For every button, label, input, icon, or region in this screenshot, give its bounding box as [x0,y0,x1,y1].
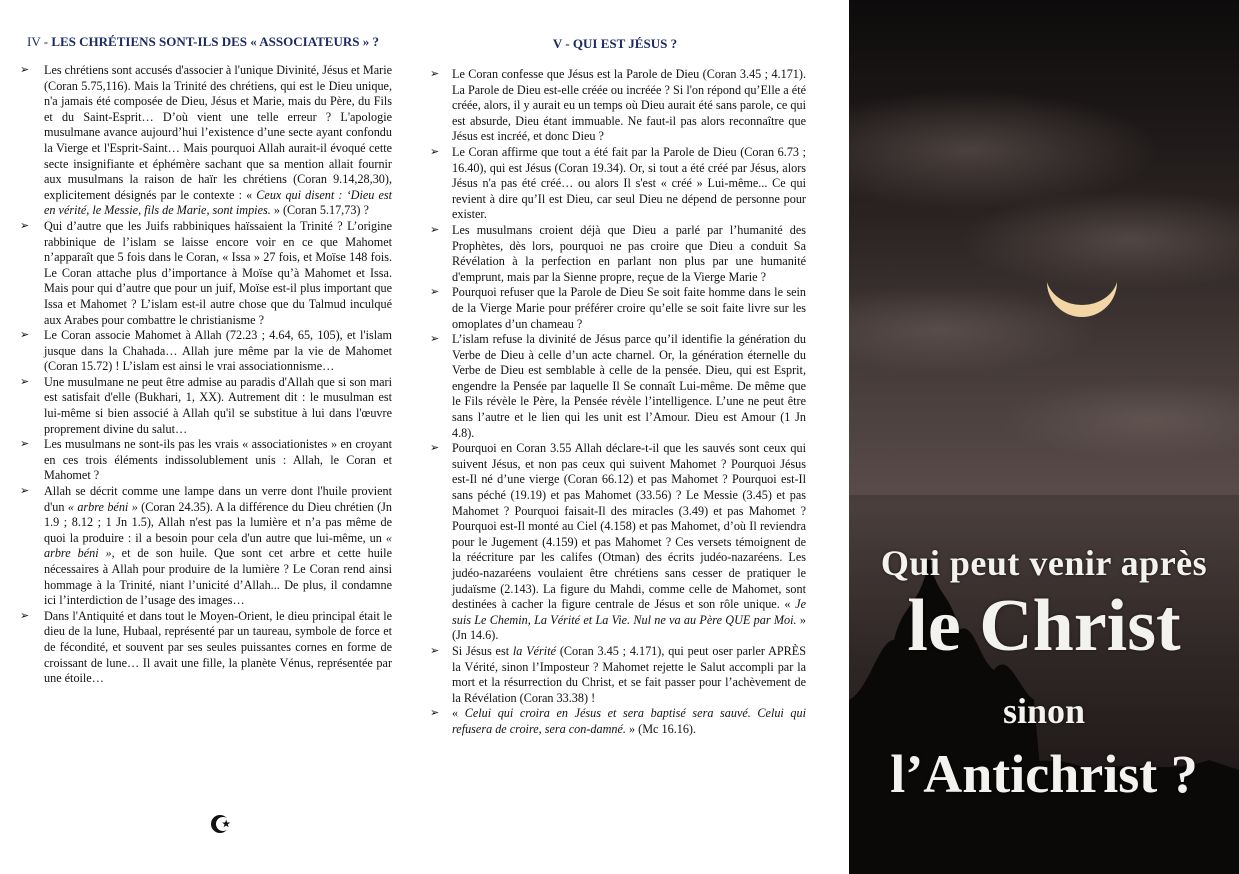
italic-quote: Je suis Le Chemin, La Vérité et La Vie. Nul ne va au Père QUE par Moi. [452,597,806,627]
paragraph-text: Une musulmane ne peut être admise au paradis d'Allah que si son mari est satisfait d'elle (Bukhari, 1, XX). Autrement dit : le musulman est lui-même si bien associé à Allah qu'il se substitue à lui dans l'œuvre proprement divine du salut… [44,374,392,436]
italic-quote: « arbre béni » [67,499,138,514]
paragraph-text: Pourquoi en Coran 3.55 Allah déclare-t-il que les sauvés sont ceux qui suivent Jésus, et non pas ceux qui suivent Mahomet ? Pourquoi Jésus est-Il né d’une vierge (Coran 66.12) et pas Mahomet ? Pourquoi est-Il sans péché (19.19) et pas Mahomet (33.56) ? Le Messie (3.45) et pas Mahomet ? Pourquoi faisait-Il des miracles (3.49) et pas Mahomet ? Pourquoi est-Il monté au Ciel (4.158) et pas Mahomet, d’où Il reviendra pour le Jugement (4.159) et pas Mahomet ? Ces versets témoignent de la réécriture par les califes (Otman) des écrits judéo-nazaréens. Les judéo-nazaréens voulaient être chrétiens sans cesser de pratiquer le judaïsme (2.143). La figure du Mahdi, comme celle de Mahomet, sont destinées à cacher la figure centrale de Jésus et son rôle unique. « [452,441,806,612]
bullet-arrow-icon: ➢ [430,286,440,299]
paragraph-text: Le Coran associe Mahomet à Allah (72.23 ; 4.64, 65, 105), et l'islam jusque dans la Chahada… Allah jure même par la vie de Mahomet (Coran 15.72) ! L’islam est ainsi le vrai associationnisme… [44,328,392,374]
paragraph-text: « [452,706,465,721]
list-item [424,145,806,223]
bullet-arrow-icon: ➢ [20,609,30,622]
paragraph-text: » (Mc 16.16). [625,721,697,736]
left-column [14,0,392,687]
paragraph-text: Dans l'Antiquité et dans tout le Moyen-Orient, le dieu principal était le dieu de la lune, Hubaal, représenté par un taureau, symbole de force et de fécondité, et souvent par ses seules puissantes cornes en forme de croissant de lune… Il avait une fille, la planète Vénus, représentée par une étoile… [44,608,392,686]
cover-line-4: l’Antichrist ? [890,744,1198,804]
list-item [424,285,806,332]
list-item [424,441,806,644]
paragraph-text: Les musulmans ne sont-ils pas les vrais « associationistes » en croyant en ces trois éléments indissolublement unis : Allah, le Coran et Mahomet ? [44,437,392,483]
cover-title [849,540,1239,806]
bullet-arrow-icon: ➢ [20,219,30,232]
list-item [14,63,392,219]
bullet-arrow-icon: ➢ [430,223,440,236]
section-title-bold: LES CHRÉTIENS SONT-ILS DES « ASSOCIATEURS » ? [51,34,379,49]
italic-quote: Celui qui croira en Jésus et sera baptisé sera sauvé. Celui qui refusera de croire, sera con-damné. [452,706,806,736]
bullet-arrow-icon: ➢ [430,644,440,657]
list-item [424,644,806,706]
paragraph-text: Si Jésus est [452,643,513,658]
list-item [14,437,392,484]
bullet-arrow-icon: ➢ [430,442,440,455]
left-bullet-list [14,63,392,687]
paragraph-text: Qui d’autre que les Juifs rabbiniques haïssaient la Trinité ? L’origine rabbinique de l’islam se laisse encore voir en ce que Mahomet n’apparaît que 5 fois dans le Coran, « Issa » 27 fois, et Moïse 148 fois. Le Coran attache plus d’importance à Moïse qu’à Mahomet et Issa. Mais pour qui d’autre que pour un juif, Moïse est-il plus important que Issa et Mahomet ? L’islam est-il autre chose que du Talmud inculqué aux Arabes pour combattre le christianisme ? [44,218,392,327]
list-item [424,332,806,441]
cover-panel [849,0,1239,874]
section-title-v [424,36,806,52]
bullet-arrow-icon: ➢ [430,333,440,346]
list-item [424,706,806,737]
crescent-star-icon [209,812,233,836]
middle-column [424,0,806,738]
bullet-arrow-icon: ➢ [430,707,440,720]
paragraph-text: Le Coran confesse que Jésus est la Parole de Dieu (Coran 3.45 ; 4.171). La Parole de Dieu est-elle créée ou incréée ? Si l'on répond qu’Elle a été créée, alors, il y aurait eu un temps où Dieu aurait été sans parole, ce qui est absurde, Dieu étant immuable. Ne faut-il pas alors reconnaître que Jésus est incréé, et donc Dieu ? [452,67,806,144]
list-item [14,609,392,687]
section-title-text: V - QUI EST JÉSUS ? [552,36,678,51]
cover-line-1: Qui peut venir après [880,543,1208,583]
bullet-arrow-icon: ➢ [20,485,30,498]
paragraph-text: » (Jn 14.6). [452,612,807,643]
paragraph-text: et de son huile. Que sont cet arbre et cette huile nécessaires à Allah pour produire de la lumière ? Le Coran rend ainsi hommage à la Trinité, niant l’unicité d’Allah... De plus, il condamne ici l’interdiction de l’usage des images… [44,546,392,608]
section-title-iv [14,34,392,50]
bullet-arrow-icon: ➢ [430,68,440,80]
list-item [424,223,806,285]
bullet-arrow-icon: ➢ [20,64,30,76]
paragraph-text: Les chrétiens sont accusés d'associer à l'unique Divinité, Jésus et Marie (Coran 5.75,116). Mais la Trinité des chrétiens, qui est le Dieu unique, n'a jamais été composée de Dieu, Jésus et Marie, mais du Père, du Fils et du Saint-Esprit… D’où vient une telle erreur ? L'apologie musulmane avance aujourd’hui l’existence d’une secte ayant confondu la Vierge et l'Esprit-Saint… Mais pourquoi Allah aurait-il évoqué cette secte insignifiante et éphémère sachant que sa mention allait fournir aux musulmans la raison de haïr les chrétiens (Coran 9.14,28,30), explicitement désignés par le contexte : « [44,63,392,202]
middle-bullet-list [424,67,806,738]
paragraph-text: Les musulmans croient déjà que Dieu a parlé par l’humanité des Prophètes, dès lors, pourquoi ne pas croire que Dieu a conduit Sa Révélation à la perfection en parlant non plus par une humanité d'emprunt, mais par la Sienne propre, reçue de la Vierge Marie ? [452,222,806,284]
bullet-arrow-icon: ➢ [430,145,440,158]
paragraph-text: » (Coran 5.17,73) ? [270,203,369,218]
bullet-arrow-icon: ➢ [20,438,30,451]
paragraph-text: Le Coran affirme que tout a été fait par la Parole de Dieu (Coran 6.73 ; 16.40), qui est Jésus (Coran 19.34). Or, si tout a été créé par Jésus, alors Jésus n'a pas été créé… ou alors Il s'est « créé » Lui-même... Ce qui revient à dire qu’Il est Dieu, car seul Dieu ne dépend de personne pour exister. [452,144,806,222]
cover-line-2: le Christ [907,585,1181,667]
paragraph-text: (Coran 24.35). A la différence du Dieu chrétien (Jn 1.9 ; 8.12 ; 1 Jn 1.5), Allah n'est pas la lumière et n’a pas même de quoi la produire : il a besoin pour cela d'un autre que lui-même, un [44,499,392,545]
section-title-prefix: IV - [27,34,52,49]
paragraph-text: Pourquoi refuser que la Parole de Dieu Se soit faite homme dans le sein de la Vierge Marie pour préférer croire qu’elle se soit faite livre sur les omoplates d’un chameau ? [452,285,806,331]
list-item [14,328,392,375]
list-item [424,67,806,145]
list-item [14,219,392,328]
bullet-arrow-icon: ➢ [20,375,30,388]
italic-quote: « arbre béni », [44,530,392,561]
paragraph-text: Allah se décrit comme une lampe dans un verre dont l'huile provient d'un [44,484,392,514]
list-item [14,484,392,609]
cover-line-3: sinon [1002,691,1086,731]
italic-quote: la Vérité [512,643,556,658]
list-item [14,375,392,437]
paragraph-text: L’islam refuse la divinité de Jésus parce qu’il identifie la génération du Verbe de Dieu à celle d’un acte charnel. Or, la génération éternelle du Verbe de Dieu est semblable à celle de la pensée. Dieu, qui est Esprit, engendre la Pensée par laquelle Il Se connaît Lui-même. De même que le Fils révèle le Père, la Pensée révèle l’intelligence. L’une ne peut être sans l’autre et le lien qui les unit est l’Amour. Dieu est Amour (1 Jn 4.8). [452,332,806,440]
bullet-arrow-icon: ➢ [20,329,30,342]
italic-quote: Ceux qui disent : ‘Dieu est en vérité, le Messie, fils de Marie, sont impies. [44,187,392,218]
paragraph-text: (Coran 3.45 ; 4.171), qui peut oser parler APRÈS la Vérité, sinon l’Imposteur ? Mahomet rejette le Salut accompli par la mort et la résurrection du Christ, et se fait passer pour l’achèvement de la Révélation (Coran 33.38) ! [452,643,807,705]
